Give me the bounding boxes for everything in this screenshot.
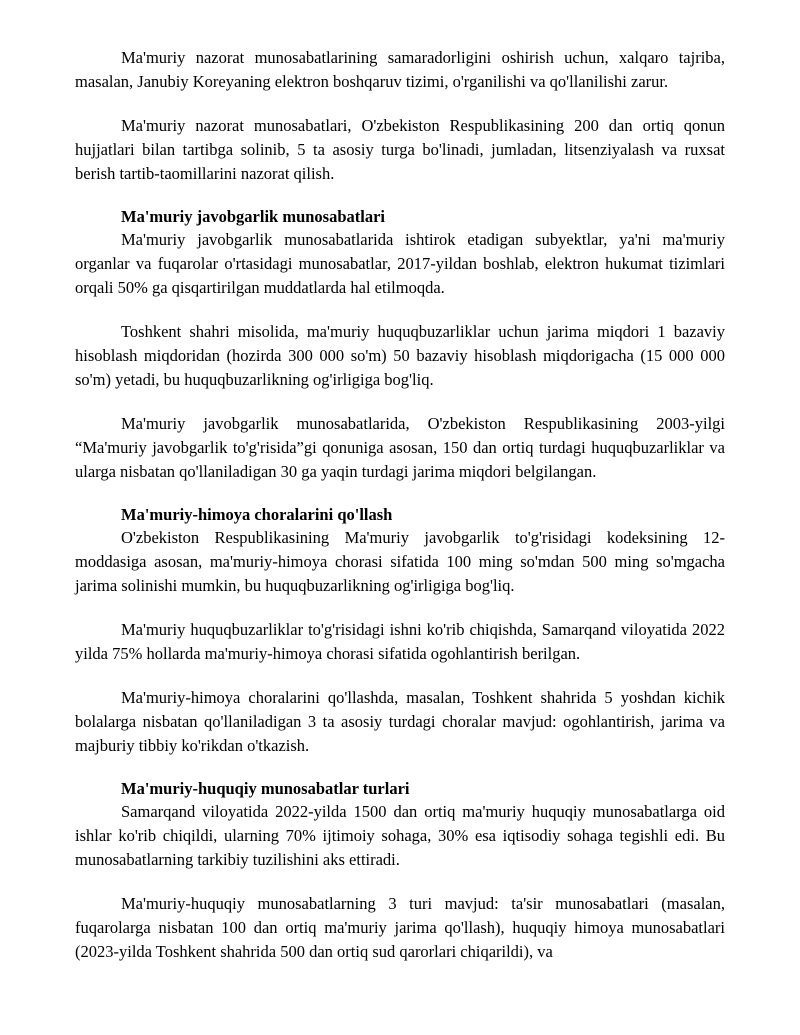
paragraph: Ma'muriy huquqbuzarliklar to'g'risidagi ishni ko'rib chiqishda, Samarqand viloyatida 2022 yilda 75% hollarda ma'muriy-himoya chorasi sifatida ogohlantirish berilgan. [75,620,725,663]
paragraph: Ma'muriy nazorat munosabatlarining samaradorligini oshirish uchun, xalqaro tajriba, masalan, Janubiy Koreyaning elektron boshqaruv tizimi, o'rganilishi va qo'llanilishi zarur. [75,48,725,91]
paragraph: Ma'muriy-huquqiy munosabatlarning 3 turi mavjud: ta'sir munosabatlari (masalan, fuqarolarga nisbatan 100 dan ortiq ma'muriy jarima qo'llash), huquqiy himoya munosabatlari (2023-yilda Toshkent shahrida 500 dan ortiq sud qarorlari chiqarildi), va [75,894,725,961]
paragraph: Ma'muriy javobgarlik munosabatlarida, O'zbekiston Respublikasining 2003-yilgi “Ma'muriy javobgarlik to'g'risida”gi qonuniga asosan, 150 dan ortiq turdagi huquqbuzarliklar va ularga nisbatan qo'llaniladigan 30 ga yaqin turdagi jarima miqdori belgilangan. [75,414,725,481]
paragraph: Samarqand viloyatida 2022-yilda 1500 dan ortiq ma'muriy huquqiy munosabatlarga oid ishlar ko'rib chiqildi, ularning 70% ijtimoiy sohaga, 30% esa iqtisodiy sohaga tegishli edi. Bu munosabatlarning tarkibiy tuzilishini aks ettiradi. [75,802,725,869]
document-page [75,46,725,964]
paragraph: Ma'muriy javobgarlik munosabatlarida ishtirok etadigan subyektlar, ya'ni ma'muriy organlar va fuqarolar o'rtasidagi munosabatlar, 2017-yildan boshlab, elektron hukumat tizimlari orqali 50% ga qisqartirilgan muddatlarda hal etilmoqda. [75,230,725,297]
section-heading: Ma'muriy-huquqiy munosabatlar turlari [121,779,410,798]
paragraph: O'zbekiston Respublikasining Ma'muriy javobgarlik to'g'risidagi kodeksining 12-moddasiga asosan, ma'muriy-himoya chorasi sifatida 100 ming so'mdan 500 ming so'mgacha jarima solinishi mumkin, bu huquqbuzarlikning og'irligiga bog'liq. [75,528,725,595]
section-heading: Ma'muriy-himoya choralarini qo'llash [121,505,393,524]
paragraph: Ma'muriy nazorat munosabatlari, O'zbekiston Respublikasining 200 dan ortiq qonun hujjatlari bilan tartibga solinib, 5 ta asosiy turga bo'linadi, jumladan, litsenziyalash va ruxsat berish tartib-taomillarini nazorat qilish. [75,116,725,183]
section-heading: Ma'muriy javobgarlik munosabatlari [121,207,386,226]
paragraph: Ma'muriy-himoya choralarini qo'llashda, masalan, Toshkent shahrida 5 yoshdan kichik bolalarga nisbatan qo'llaniladigan 3 ta asosiy turdagi choralar mavjud: ogohlantirish, jarima va majburiy tibbiy ko'rikdan o'tkazish. [75,688,725,755]
paragraph: Toshkent shahri misolida, ma'muriy huquqbuzarliklar uchun jarima miqdori 1 bazaviy hisoblash miqdoridan (hozirda 300 000 so'm) 50 bazaviy hisoblash miqdorigacha (15 000 000 so'm) yetadi, bu huquqbuzarlikning og'irligiga bog'liq. [75,322,725,389]
